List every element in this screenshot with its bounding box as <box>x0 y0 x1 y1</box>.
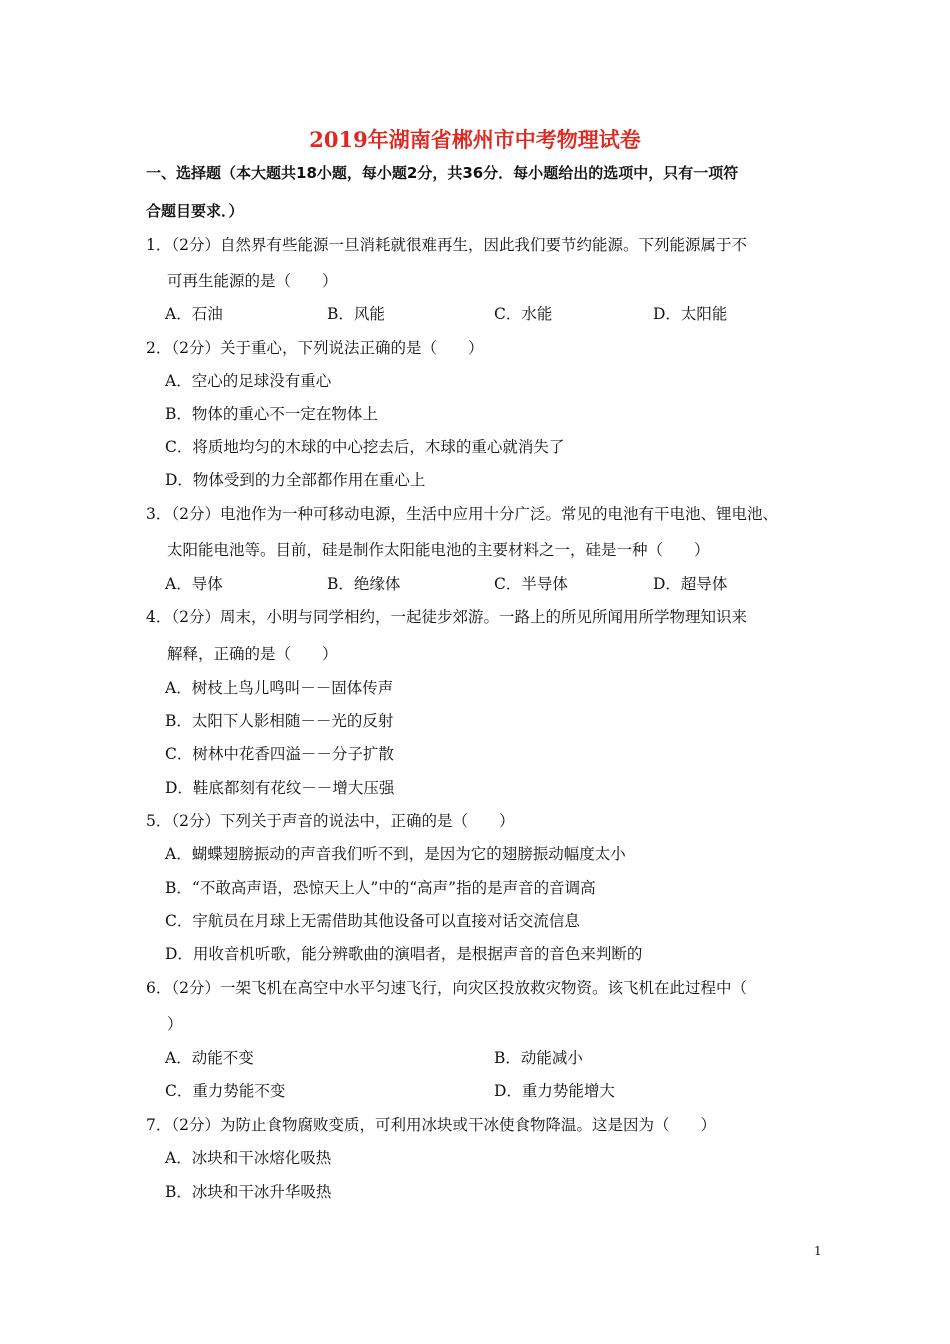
question-4-option-d: D．鞋底都刻有花纹－－增大压强 <box>165 779 395 797</box>
question-2-option-c: C．将质地均匀的木球的中心挖去后，木球的重心就消失了 <box>165 438 565 456</box>
page-number: 1 <box>814 1244 822 1258</box>
question-2-option-d: D．物体受到的力全部都作用在重心上 <box>165 471 426 489</box>
question-5-option-c: C．宇航员在月球上无需借助其他设备可以直接对话交流信息 <box>165 912 580 930</box>
question-4-option-a: A．树枝上鸟儿鸣叫－－固体传声 <box>165 679 394 697</box>
section-heading-line1: 一、选择题（本大题共18小题，每小题2分，共36分．每小题给出的选项中，只有一项符 <box>146 164 739 182</box>
question-2-option-b: B．物体的重心不一定在物体上 <box>165 405 378 423</box>
question-1-option-a: A．石油 <box>165 305 223 323</box>
question-3-option-b: B．绝缘体 <box>327 575 401 593</box>
page-title: 2019年湖南省郴州市中考物理试卷 <box>309 127 641 152</box>
question-3-option-a: A．导体 <box>165 575 223 593</box>
question-6-option-d: D．重力势能增大 <box>494 1082 615 1100</box>
question-1-stem-line2: 可再生能源的是（ ） <box>167 272 338 290</box>
question-7-stem: 7．（2分）为防止食物腐败变质，可利用冰块或干冰使食物降温。这是因为（ ） <box>146 1116 716 1134</box>
question-4-stem-line1: 4．（2分）周末，小明与同学相约，一起徒步郊游。一路上的所见所闻用所学物理知识来 <box>146 608 747 626</box>
question-1-option-d: D．太阳能 <box>653 305 728 323</box>
question-3-stem-line1: 3．（2分）电池作为一种可移动电源，生活中应用十分广泛。常见的电池有干电池、锂电池、 <box>146 505 778 523</box>
section-heading-line2: 合题目要求．） <box>146 202 244 220</box>
question-3-stem-line2: 太阳能电池等。目前，硅是制作太阳能电池的主要材料之一，硅是一种（ ） <box>167 541 710 559</box>
question-7-option-b: B．冰块和干冰升华吸热 <box>165 1183 332 1201</box>
question-5-option-a: A．蝴蝶翅膀振动的声音我们听不到，是因为它的翅膀振动幅度太小 <box>165 845 626 863</box>
question-5-stem: 5．（2分）下列关于声音的说法中，正确的是（ ） <box>146 812 515 830</box>
question-6-stem-line1: 6．（2分）一架飞机在高空中水平匀速飞行，向灾区投放救灾物资。该飞机在此过程中（ <box>146 979 747 997</box>
question-7-option-a: A．冰块和干冰熔化吸热 <box>165 1149 332 1167</box>
question-6-option-c: C．重力势能不变 <box>165 1082 286 1100</box>
question-2-option-a: A．空心的足球没有重心 <box>165 372 332 390</box>
question-1-option-c: C．水能 <box>494 305 553 323</box>
question-4-option-b: B．太阳下人影相随－－光的反射 <box>165 712 394 730</box>
question-4-stem-line2: 解释，正确的是（ ） <box>167 645 338 663</box>
question-5-option-d: D．用收音机听歌，能分辨歌曲的演唱者，是根据声音的音色来判断的 <box>165 945 643 963</box>
question-5-option-b: B．“不敢高声语，恐惊天上人”中的“高声”指的是声音的音调高 <box>165 879 596 897</box>
question-6-option-a: A．动能不变 <box>165 1049 254 1067</box>
question-1-option-b: B．风能 <box>327 305 385 323</box>
question-1-stem-line1: 1．（2分）自然界有些能源一旦消耗就很难再生，因此我们要节约能源。下列能源属于不 <box>146 236 747 254</box>
question-3-option-d: D．超导体 <box>653 575 728 593</box>
question-2-stem: 2．（2分）关于重心，下列说法正确的是（ ） <box>146 339 484 357</box>
question-6-option-b: B．动能减小 <box>494 1049 583 1067</box>
question-3-option-c: C．半导体 <box>494 575 568 593</box>
question-6-stem-line2: ） <box>167 1015 183 1033</box>
question-4-option-c: C．树林中花香四溢－－分子扩散 <box>165 745 394 763</box>
